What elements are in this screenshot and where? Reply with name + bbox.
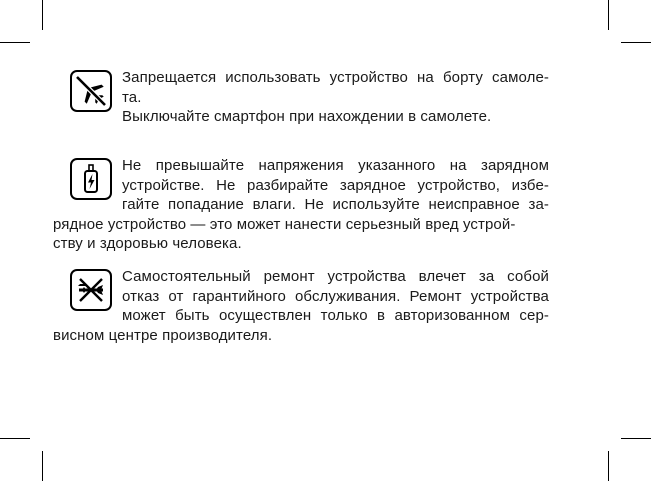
crop-mark bbox=[0, 42, 30, 43]
text-line: Самостоятельный ремонт устройства влечет за собой bbox=[122, 268, 549, 285]
crop-mark bbox=[42, 0, 43, 30]
charger-warning-section bbox=[53, 156, 549, 254]
crop-mark bbox=[608, 0, 609, 30]
charger-bolt-icon bbox=[70, 158, 112, 200]
no-repair-tools-icon bbox=[70, 269, 112, 311]
text-line: висном центре производителя. bbox=[53, 326, 273, 344]
crop-mark bbox=[608, 451, 609, 481]
text-line: отказ от гарантийного обслуживания. Ремонт устройства bbox=[122, 287, 549, 305]
text-line: Запрещается использовать устройство на борту самоле- bbox=[122, 69, 549, 86]
text-line: гайте попадание влаги. Не используйте неисправное за- bbox=[122, 196, 549, 214]
repair-warning-section bbox=[53, 267, 549, 345]
text-line: та. bbox=[122, 88, 142, 106]
text-line: рядное устройство — это может нанести серьезный вред устрой- bbox=[53, 215, 516, 233]
airplane-warning-section bbox=[53, 68, 549, 127]
text-line: Выключайте смартфон при нахождении в самолете. bbox=[122, 108, 492, 126]
crop-mark bbox=[42, 451, 43, 481]
text-line: может быть осуществлен только в авторизованном сер- bbox=[122, 307, 549, 325]
text-line: ству и здоровью человека. bbox=[53, 235, 242, 253]
text-line: устройстве. Не разбирайте зарядное устройство, избе- bbox=[122, 176, 549, 194]
crop-mark bbox=[621, 438, 651, 439]
crop-mark bbox=[621, 42, 651, 43]
text-line: Не превышайте напряжения указанного на зарядном bbox=[122, 157, 549, 174]
crop-mark bbox=[0, 438, 30, 439]
no-airplane-icon bbox=[70, 70, 112, 112]
